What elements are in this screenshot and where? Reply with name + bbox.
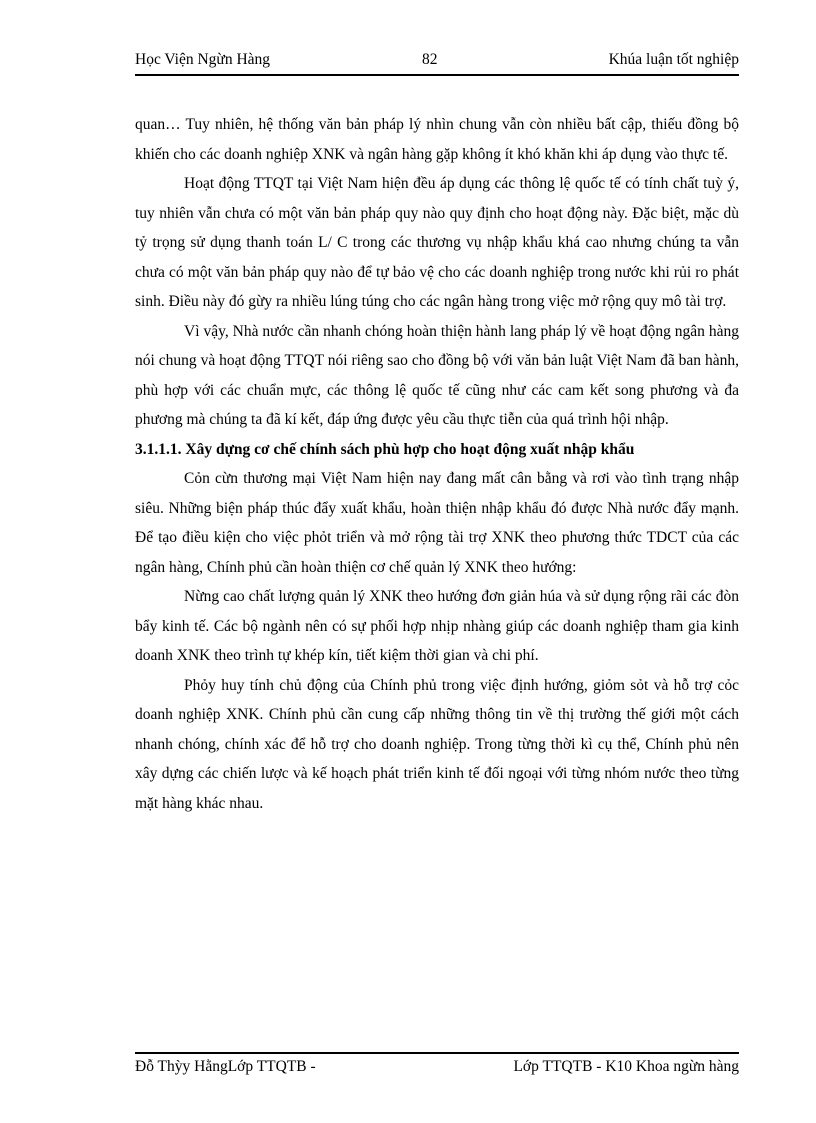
page-number: 82 <box>422 51 438 68</box>
paragraph: Nừng cao chất lượng quản lý XNK theo hướng đơn giản húa và sử dụng rộng rãi các đòn bẩy kinh tế. Các bộ ngành nên có sự phối hợp nhịp nhàng giúp các doanh nghiệp tham gia kinh doanh XNK theo trình tự khép kín, tiết kiệm thời gian và chi phí. <box>135 588 739 664</box>
page-header <box>135 50 739 72</box>
paragraph: Vì vậy, Nhà nước cần nhanh chóng hoàn thiện hành lang pháp lý về hoạt động ngân hàng nói chung và hoạt động TTQT nói riêng sao cho đồng bộ với văn bản luật Việt Nam đã ban hành, phù hợp với các chuẩn mực, các thông lệ quốc tế cũng như các cam kết song phương và đa phương mà chúng ta đã kí kết, đáp ứng được yêu cầu thực tiễn của quá trình hội nhập. <box>135 322 739 428</box>
paragraph: Phỏy huy tính chủ động của Chính phủ trong việc định hướng, giỏm sỏt và hỗ trợ cỏc doanh nghiệp XNK. Chính phủ cần cung cấp những thông tin về thị trường thế giới một cách nhanh chóng, chính xác để hỗ trợ cho doanh nghiệp. Trong từng thời kì cụ thể, Chính phủ nên xây dựng các chiến lược và kế hoạch phát triển kinh tế đối ngoại với từng nhóm nước theo từng mặt hàng khác nhau. <box>135 676 739 812</box>
page-footer <box>135 1057 739 1077</box>
header-divider <box>135 74 739 76</box>
footer-divider <box>135 1052 739 1054</box>
header-document-type: Khúa luận tốt nghiệp <box>608 51 739 68</box>
paragraph: Hoạt động TTQT tại Việt Nam hiện đều áp dụng các thông lệ quốc tế có tính chất tuỳ ý, tuy nhiên vẫn chưa có một văn bản pháp quy nào quy định cho hoạt động này. Đặc biệt, mặc dù tỷ trọng sử dụng thanh toán L/ C trong các thương vụ nhập khẩu khá cao nhưng chúng ta vẫn chưa có một văn bản pháp quy nào để tự bảo vệ cho các doanh nghiệp trong nước khi rủi ro phát sinh. Điều này đó gừy ra nhiều lúng túng cho các ngân hàng trong việc mở rộng quy mô tài trợ. <box>135 175 739 310</box>
paragraph: quan… Tuy nhiên, hệ thống văn bản pháp lý nhìn chung vẫn còn nhiều bất cập, thiếu đồng bộ khiến cho các doanh nghiệp XNK và ngân hàng gặp không ít khó khăn khi áp dụng vào thực tế. <box>135 116 739 163</box>
header-institution: Học Viện Ngừn Hàng <box>135 51 271 68</box>
document-body <box>135 110 739 818</box>
section-heading: 3.1.1.1. Xây dựng cơ chế chính sách phù hợp cho hoạt động xuất nhập khẩu <box>135 440 635 458</box>
paragraph: Cỏn cừn thương mại Việt Nam hiện nay đang mất cân bằng và rơi vào tình trạng nhập siêu. Những biện pháp thúc đẩy xuất khẩu, hoàn thiện nhập khẩu đó được Nhà nước đẩy mạnh. Để tạo điều kiện cho việc phỏt triển và mở rộng tài trợ XNK theo phương thức TDCT của các ngân hàng, Chính phủ cần hoàn thiện cơ chế quản lý XNK theo hướng: <box>135 470 739 576</box>
footer-author: Đỗ Thỳy HằngLớp TTQTB - <box>135 1058 316 1075</box>
footer-class: Lớp TTQTB - K10 Khoa ngừn hàng <box>513 1058 739 1075</box>
